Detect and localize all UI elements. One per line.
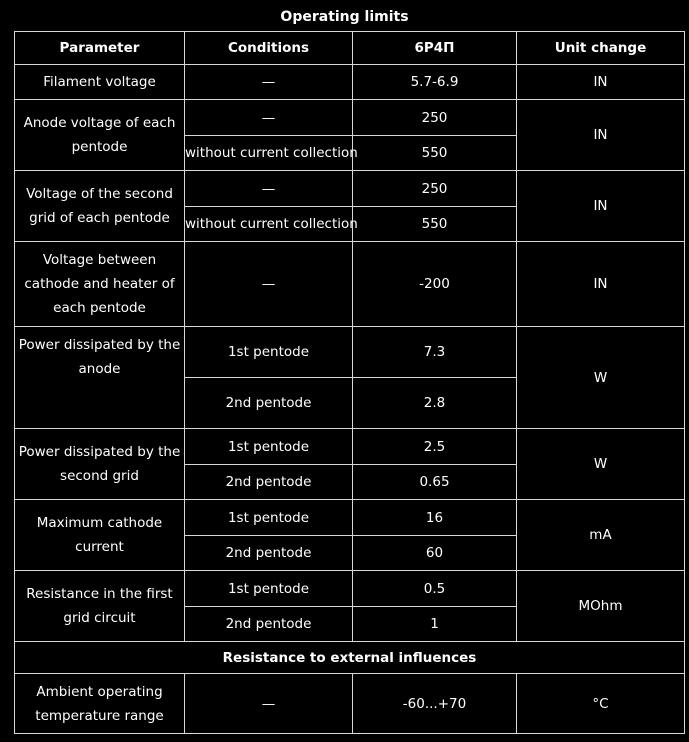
- section-title-external: Resistance to external influences: [15, 642, 685, 674]
- param-ambient: Ambient operating temperature range: [15, 674, 185, 734]
- value-grid1-resistance-1: 0.5: [353, 571, 517, 607]
- header-unit: Unit change: [517, 32, 685, 65]
- table-row: [15, 171, 685, 207]
- param-filament: Filament voltage: [15, 65, 185, 100]
- header-row: [15, 32, 685, 65]
- value-anode-power-2: 2.8: [353, 378, 517, 429]
- table-row: [15, 674, 685, 734]
- section-header-row: [15, 642, 685, 674]
- cond-filament: —: [185, 65, 353, 100]
- value-filament: 5.7-6.9: [353, 65, 517, 100]
- cond-anode-voltage-2: without current collection: [185, 136, 353, 171]
- value-ambient: -60...+70: [353, 674, 517, 734]
- unit-anode-power: W: [517, 327, 685, 429]
- header-tube: 6Р4П: [353, 32, 517, 65]
- cond-grid2-voltage-1: —: [185, 171, 353, 207]
- param-anode-power: Power dissipated by the anode: [15, 327, 185, 429]
- cond-cathode-current-1: 1st pentode: [185, 500, 353, 536]
- cond-ambient: —: [185, 674, 353, 734]
- value-grid2-power-2: 0.65: [353, 465, 517, 500]
- table-row: [15, 65, 685, 100]
- value-grid2-voltage-2: 550: [353, 207, 517, 242]
- param-anode-voltage: Anode voltage of each pentode: [15, 100, 185, 171]
- cond-grid2-power-2: 2nd pentode: [185, 465, 353, 500]
- unit-grid2-power: W: [517, 429, 685, 500]
- unit-filament: IN: [517, 65, 685, 100]
- table-row: [15, 327, 685, 378]
- table-row: [15, 100, 685, 136]
- cond-cathode-current-2: 2nd pentode: [185, 536, 353, 571]
- param-cathode-current: Maximum cathode current: [15, 500, 185, 571]
- value-grid2-voltage-1: 250: [353, 171, 517, 207]
- header-parameter: Parameter: [15, 32, 185, 65]
- unit-cathode-heater: IN: [517, 242, 685, 327]
- table-title: Operating limits: [280, 9, 409, 25]
- unit-grid2-voltage: IN: [517, 171, 685, 242]
- unit-ambient: °C: [517, 674, 685, 734]
- param-grid1-resistance: Resistance in the first grid circuit: [15, 571, 185, 642]
- cond-anode-power-2: 2nd pentode: [185, 378, 353, 429]
- cond-anode-voltage-1: —: [185, 100, 353, 136]
- table-row: [15, 242, 685, 327]
- value-grid2-power-1: 2.5: [353, 429, 517, 465]
- param-cathode-heater: Voltage between cathode and heater of each pentode: [15, 242, 185, 327]
- value-anode-power-1: 7.3: [353, 327, 517, 378]
- table-row: [15, 571, 685, 607]
- operating-limits-table: [14, 31, 685, 734]
- cond-anode-power-1: 1st pentode: [185, 327, 353, 378]
- value-cathode-current-1: 16: [353, 500, 517, 536]
- cond-grid2-power-1: 1st pentode: [185, 429, 353, 465]
- cond-grid1-resistance-1: 1st pentode: [185, 571, 353, 607]
- value-anode-voltage-2: 550: [353, 136, 517, 171]
- cond-cathode-heater: —: [185, 242, 353, 327]
- value-anode-voltage-1: 250: [353, 100, 517, 136]
- header-conditions: Conditions: [185, 32, 353, 65]
- value-cathode-heater: -200: [353, 242, 517, 327]
- unit-grid1-resistance: MOhm: [517, 571, 685, 642]
- cond-grid2-voltage-2: without current collection: [185, 207, 353, 242]
- unit-cathode-current: mA: [517, 500, 685, 571]
- value-cathode-current-2: 60: [353, 536, 517, 571]
- value-grid1-resistance-2: 1: [353, 607, 517, 642]
- unit-anode-voltage: IN: [517, 100, 685, 171]
- table-row: [15, 500, 685, 536]
- param-grid2-power: Power dissipated by the second grid: [15, 429, 185, 500]
- cond-grid1-resistance-2: 2nd pentode: [185, 607, 353, 642]
- table-row: [15, 429, 685, 465]
- param-grid2-voltage: Voltage of the second grid of each pentode: [15, 171, 185, 242]
